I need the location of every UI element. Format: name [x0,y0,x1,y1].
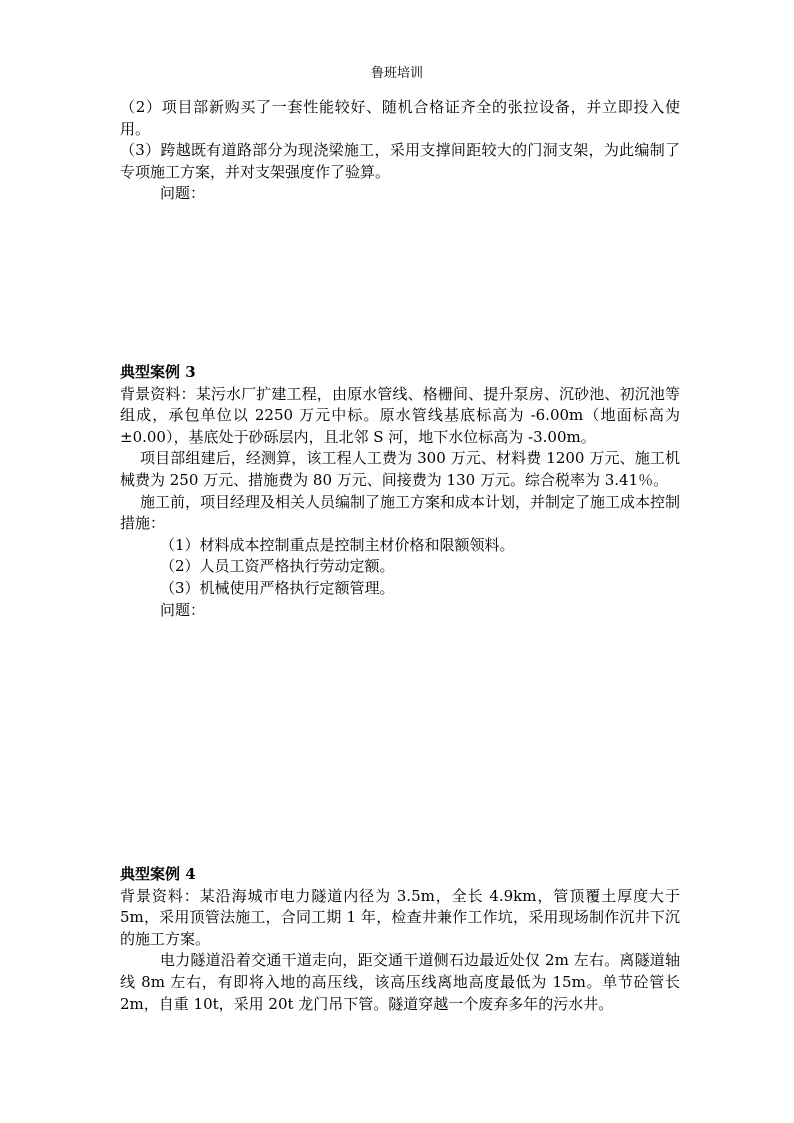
case-heading: 典型案例 3 [120,363,196,381]
list-item: （3）机械使用严格执行定额管理。 [160,578,395,597]
section-continued [120,97,680,205]
list-item: （2）人员工资严格执行劳动定额。 [160,557,395,576]
page-header: 鲁班培训 [370,66,423,81]
case-3-section [120,362,680,621]
question-label: 问题： [160,184,206,203]
paragraph: （3）跨越既有道路部分为现浇梁施工，采用支撑间距较大的门洞支架，为此编制了专项施工方案，并对支架强度作了验算。 [120,141,680,181]
paragraph: 施工前，项目经理及相关人员编制了施工方案和成本计划，并制定了施工成本控制措施： [120,492,681,533]
case-4-section [120,864,680,1015]
paragraph: （2）项目部新购买了一套性能较好、随机合格证齐全的张拉设备，并立即投入使用。 [120,98,680,138]
case-heading: 典型案例 4 [120,865,196,883]
paragraph: 背景资料：某污水厂扩建工程，由原水管线、格栅间、提升泵房、沉砂池、初沉池等组成，承包单位以 2250 万元中标。原水管线基底标高为 -6.00m（地面标高为±0.00），基底处于砂砾层内，且北邻 S 河，地下水位标高为 -3.00m。 [120,384,680,446]
paragraph: 电力隧道沿着交通干道走向，距交通干道侧石边最近处仅 2m 左右。离隧道轴线 8m 左右，有即将入地的高压线，该高压线离地高度最低为 15m。单节砼管长 2m，自重 10t，采用 20t 龙门吊下管。隧道穿越一个废弃多年的污水井。 [120,951,680,1013]
list-item: （1）材料成本控制重点是控制主材价格和限额领料。 [160,535,515,554]
paragraph: 背景资料：某沿海城市电力隧道内径为 3.5m，全长 4.9km，管顶覆土厚度大于 5m，采用顶管法施工，合同工期 1 年，检查井兼作工作坑，采用现场制作沉井下沉的施工方案。 [120,886,680,948]
question-label: 问题： [160,600,206,619]
paragraph: 项目部组建后，经测算，该工程人工费为 300 万元、材料费 1200 万元、施工机械费为 250 万元、措施费为 80 万元、间接费为 130 万元。综合税率为 3.41％。 [120,449,680,489]
